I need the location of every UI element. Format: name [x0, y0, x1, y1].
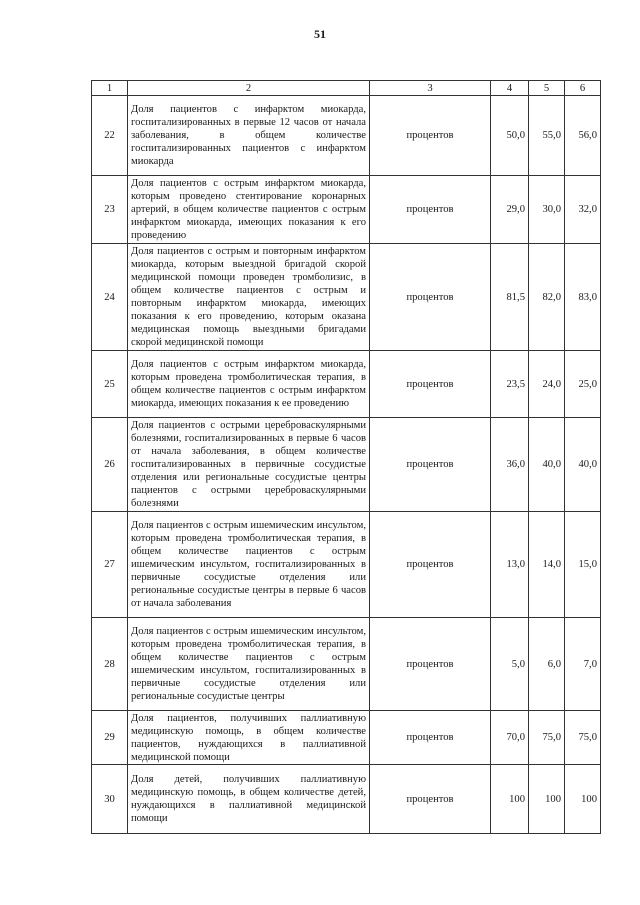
value-cell: 7,0 [565, 618, 601, 711]
value-cell: 23,5 [491, 351, 529, 418]
table-row [92, 176, 601, 244]
column-header-row [92, 81, 601, 96]
unit-cell: процентов [370, 512, 491, 618]
indicator-description: Доля пациентов с острыми цереброваскулярными болезнями, госпитализированных в первые 6 часов от начала заболевания, в общем количестве госпитализированных в первичные сосудистые отделения или региональные сосудистые центры пациентов с острыми цереброваскулярными болезнями [128, 418, 370, 512]
indicator-description: Доля пациентов с острым инфарктом миокарда, которым проведена тромболитическая терапия, в общем количестве пациентов с острым инфарктом миокарда, имеющих показания к ее проведению [128, 351, 370, 418]
value-cell: 56,0 [565, 96, 601, 176]
row-number: 28 [92, 618, 128, 711]
row-number: 25 [92, 351, 128, 418]
value-cell: 30,0 [529, 176, 565, 244]
row-number: 26 [92, 418, 128, 512]
row-number: 23 [92, 176, 128, 244]
value-cell: 5,0 [491, 618, 529, 711]
value-cell: 36,0 [491, 418, 529, 512]
table-row [92, 351, 601, 418]
page-number: 51 [314, 27, 326, 41]
indicator-description: Доля пациентов с острым и повторным инфарктом миокарда, которым выездной бригадой скорой медицинской помощи проведен тромболизис, в общем количестве пациентов с острым и повторным инфарктом миокарда, имеющих показания к его проведению, которым оказана медицинская помощь выездными бригадами скорой медицинской помощи [128, 244, 370, 351]
unit-cell: процентов [370, 765, 491, 834]
value-cell: 15,0 [565, 512, 601, 618]
value-cell: 50,0 [491, 96, 529, 176]
table-row [92, 512, 601, 618]
value-cell: 13,0 [491, 512, 529, 618]
indicator-description: Доля пациентов с острым ишемическим инсультом, которым проведена тромболитическая терапия, в общем количестве пациентов с острым ишемическим инсультом, госпитализированных в первичные сосудистые отделения или региональные сосудистые центры в первые 6 часов от начала заболевания [128, 512, 370, 618]
value-cell: 14,0 [529, 512, 565, 618]
table-row [92, 711, 601, 765]
value-cell: 83,0 [565, 244, 601, 351]
row-number: 30 [92, 765, 128, 834]
value-cell: 70,0 [491, 711, 529, 765]
value-cell: 100 [529, 765, 565, 834]
value-cell: 29,0 [491, 176, 529, 244]
indicator-description: Доля пациентов с острым ишемическим инсультом, которым проведена тромболитическая терапия, в общем количестве пациентов с острым ишемическим инсультом, госпитализированных в первичные сосудистые отделения или региональные сосудистые центры [128, 618, 370, 711]
table-row [92, 418, 601, 512]
table-row [92, 765, 601, 834]
row-number: 29 [92, 711, 128, 765]
table-row [92, 96, 601, 176]
indicator-description: Доля пациентов, получивших паллиативную медицинскую помощь, в общем количестве пациентов, нуждающихся в паллиативной медицинской помощи [128, 711, 370, 765]
row-number: 24 [92, 244, 128, 351]
unit-cell: процентов [370, 176, 491, 244]
column-header: 4 [491, 81, 529, 96]
value-cell: 55,0 [529, 96, 565, 176]
column-header: 5 [529, 81, 565, 96]
value-cell: 40,0 [529, 418, 565, 512]
unit-cell: процентов [370, 418, 491, 512]
unit-cell: процентов [370, 618, 491, 711]
column-header: 3 [370, 81, 491, 96]
column-header: 1 [92, 81, 128, 96]
unit-cell: процентов [370, 244, 491, 351]
value-cell: 40,0 [565, 418, 601, 512]
column-header: 2 [128, 81, 370, 96]
indicator-description: Доля пациентов с инфарктом миокарда, госпитализированных в первые 12 часов от начала заболевания, в общем количестве госпитализированных пациентов с инфарктом миокарда [128, 96, 370, 176]
value-cell: 6,0 [529, 618, 565, 711]
value-cell: 25,0 [565, 351, 601, 418]
table-row [92, 618, 601, 711]
value-cell: 75,0 [565, 711, 601, 765]
row-number: 27 [92, 512, 128, 618]
column-header: 6 [565, 81, 601, 96]
unit-cell: процентов [370, 96, 491, 176]
table-row [92, 244, 601, 351]
value-cell: 24,0 [529, 351, 565, 418]
value-cell: 100 [565, 765, 601, 834]
value-cell: 32,0 [565, 176, 601, 244]
unit-cell: процентов [370, 351, 491, 418]
unit-cell: процентов [370, 711, 491, 765]
indicator-description: Доля пациентов с острым инфарктом миокарда, которым проведено стентирование коронарных артерий, в общем количестве пациентов с острым инфарктом миокарда, имеющих показания к его проведению [128, 176, 370, 244]
value-cell: 100 [491, 765, 529, 834]
value-cell: 82,0 [529, 244, 565, 351]
row-number: 22 [92, 96, 128, 176]
value-cell: 81,5 [491, 244, 529, 351]
indicators-table [91, 80, 601, 834]
indicator-description: Доля детей, получивших паллиативную медицинскую помощь, в общем количестве детей, нуждающихся в паллиативной медицинской помощи [128, 765, 370, 834]
value-cell: 75,0 [529, 711, 565, 765]
